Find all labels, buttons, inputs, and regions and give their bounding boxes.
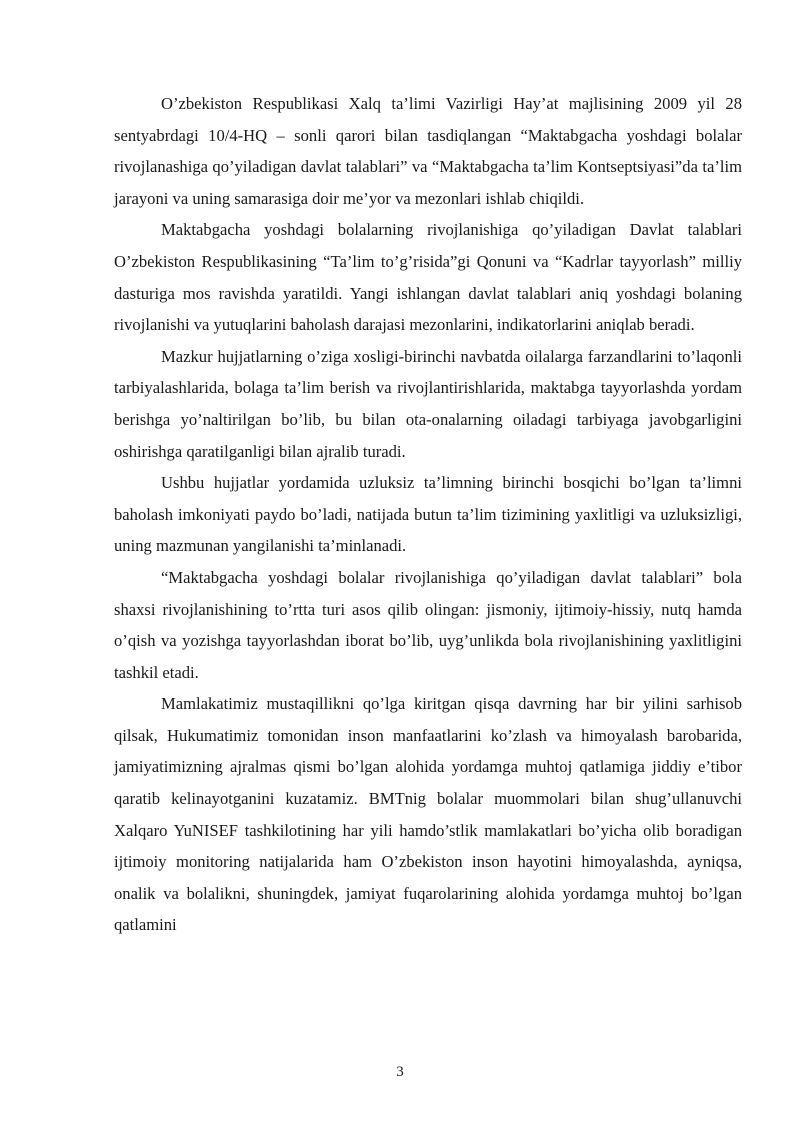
document-body	[114, 88, 742, 941]
paragraph-3: Mazkur hujjatlarning o’ziga xosligi-birinchi navbatda oilalarga farzandlarini to’laqonli tarbiyalashlarida, bolaga ta’lim berish va rivojlantirishlarida, maktabga tayyorlashda yordam berishga yo’naltirilgan bo’lib, bu bilan ota-onalarning oiladagi tarbiyaga javobgarligini oshirishga qaratilganligi bilan ajralib turadi.	[114, 346, 742, 461]
paragraph-2: Maktabgacha yoshdagi bolalarning rivojlanishiga qo’yiladigan Davlat talablari O’zbekiston Respublikasining “Ta’lim to’g’risida”gi Qonuni va “Kadrlar tayyorlash” milliy dasturiga mos ravishda yaratildi. Yangi ishlangan davlat talablari aniq yoshdagi bolaning rivojlanishi va yutuqlarini baholash darajasi mezonlarini, indikatorlarini aniqlab beradi.	[114, 220, 742, 335]
paragraph-1: O’zbekiston Respublikasi Xalq ta’limi Vazirligi Hay’at majlisining 2009 yil 28 sentyabrdagi 10/4-HQ – sonli qarori bilan tasdiqlangan “Maktabgacha yoshdagi bolalar rivojlanashiga qo’yiladigan davlat talablari” va “Maktabgacha ta’lim Kontseptsiyasi”da ta’lim jarayoni va uning samarasiga doir me’yor va mezonlari ishlab chiqildi.	[114, 94, 742, 208]
page-number: 3	[396, 1064, 404, 1080]
paragraph-6: Mamlakatimiz mustaqillikni qo’lga kiritgan qisqa davrning har bir yilini sarhisob qilsak, Hukumatimiz tomonidan inson manfaatlarini ko’zlash va himoyalash barobarida, jamiyatimizning ajralmas qismi bo’lgan alohida yordamga muhtoj qatlamiga jiddiy e’tibor qaratib kelinayotganini kuzatamiz. BMTnig bolalar muommolari bilan shug’ullanuvchi Xalqaro YuNISEF tashkilotining har yili hamdo’stlik mamlakatlari bo’yicha olib boradigan ijtimoiy monitoring natijalarida ham O’zbekiston inson hayotini himoyalashda, ayniqsa, onalik va bolalikni, shuningdek, jamiyat fuqarolarining alohida yordamga muhtoj bo’lgan qatlamini	[114, 694, 742, 935]
paragraph-4: Ushbu hujjatlar yordamida uzluksiz ta’limning birinchi bosqichi bo’lgan ta’limni baholash imkoniyati paydo bo’ladi, natijada butun ta’lim tizimining yaxlitligi va uzluksizligi, uning mazmunan yangilanishi ta’minlanadi.	[114, 473, 742, 556]
paragraph-5: “Maktabgacha yoshdagi bolalar rivojlanishiga qo’yiladigan davlat talablari” bola shaxsi rivojlanishining to’rtta turi asos qilib olingan: jismoniy, ijtimoiy-hissiy, nutq hamda o’qish va yozishga tayyorlashdan iborat bo’lib, uyg’unlikda bola rivojlanishining yaxlitligini tashkil etadi.	[114, 567, 742, 682]
